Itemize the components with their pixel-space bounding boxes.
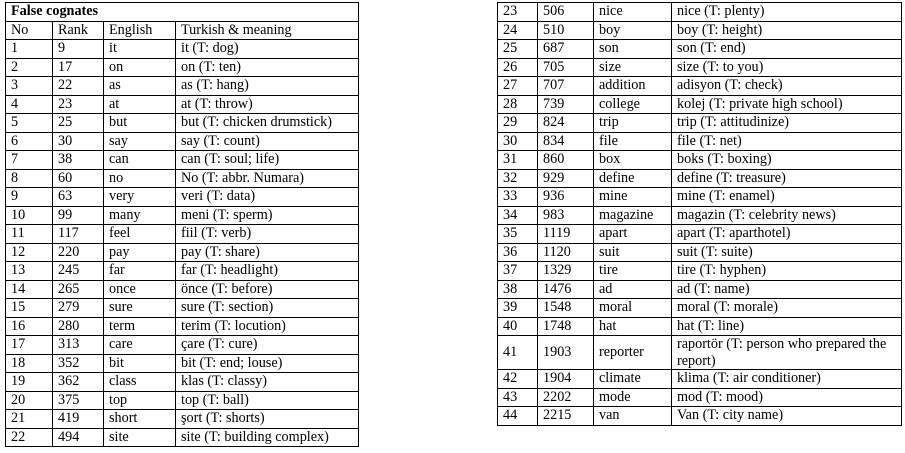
table-row [6,262,359,281]
cell-rank: 22 [53,77,104,96]
column-header-english: English [104,21,176,40]
cell-rank: 1548 [538,299,594,318]
table-row [6,391,359,410]
cell-turkish: define (T: treasure) [672,169,902,188]
cell-rank: 23 [53,95,104,114]
cell-turkish: mine (T: enamel) [672,188,902,207]
cell-english: addition [594,77,672,96]
cell-english: son [594,40,672,59]
cell-english: mode [594,388,672,407]
cell-turkish: önce (T: before) [176,280,359,299]
cell-english: site [104,428,176,447]
cell-no: 16 [6,317,53,336]
cell-no: 10 [6,206,53,225]
cell-turkish: boy (T: height) [672,21,902,40]
cell-rank: 2202 [538,388,594,407]
cell-english: it [104,40,176,59]
cell-rank: 739 [538,95,594,114]
cell-rank: 352 [53,354,104,373]
cell-english: magazine [594,206,672,225]
cell-english: ad [594,280,672,299]
cell-english: size [594,58,672,77]
table-row [498,151,902,170]
cell-english: feel [104,225,176,244]
table-row [6,243,359,262]
cell-turkish: mod (T: mood) [672,388,902,407]
cell-no: 30 [498,132,538,151]
table-row [498,407,902,426]
cell-english: file [594,132,672,151]
cell-turkish: on (T: ten) [176,58,359,77]
cell-english: short [104,410,176,429]
table-row [6,169,359,188]
cell-rank: 1904 [538,370,594,389]
cell-english: far [104,262,176,281]
cell-turkish: ad (T: name) [672,280,902,299]
cell-rank: 929 [538,169,594,188]
cell-no: 13 [6,262,53,281]
cell-no: 9 [6,188,53,207]
cell-turkish: bit (T: end; louse) [176,354,359,373]
cell-no: 28 [498,95,538,114]
cell-no: 12 [6,243,53,262]
cell-no: 31 [498,151,538,170]
cell-english: box [594,151,672,170]
cell-no: 22 [6,428,53,447]
cell-no: 20 [6,391,53,410]
cell-english: apart [594,225,672,244]
table-row [498,188,902,207]
cell-turkish: raportör (T: person who prepared the report) [672,336,902,370]
cell-turkish: tire (T: hyphen) [672,262,902,281]
cell-no: 1 [6,40,53,59]
cell-turkish: far (T: headlight) [176,262,359,281]
table-row [6,206,359,225]
cell-turkish: çare (T: cure) [176,336,359,355]
cell-english: many [104,206,176,225]
cell-turkish: klima (T: air conditioner) [672,370,902,389]
cell-english: nice [594,3,672,22]
table-row [6,95,359,114]
cell-rank: 362 [53,373,104,392]
cell-no: 8 [6,169,53,188]
cell-turkish: şort (T: shorts) [176,410,359,429]
cell-english: at [104,95,176,114]
cell-english: no [104,169,176,188]
cell-turkish: at (T: throw) [176,95,359,114]
cell-no: 2 [6,58,53,77]
cell-turkish: it (T: dog) [176,40,359,59]
cell-rank: 265 [53,280,104,299]
table-row [498,225,902,244]
cell-rank: 824 [538,114,594,133]
table-row [498,132,902,151]
table-row [6,151,359,170]
cell-rank: 494 [53,428,104,447]
cell-english: very [104,188,176,207]
cell-english: top [104,391,176,410]
table-row [6,132,359,151]
table-row [498,169,902,188]
cell-turkish: moral (T: morale) [672,299,902,318]
cell-turkish: nice (T: plenty) [672,3,902,22]
table-row [6,188,359,207]
table-row [498,114,902,133]
cell-rank: 99 [53,206,104,225]
header-row [6,21,359,40]
table-row [6,354,359,373]
cell-rank: 30 [53,132,104,151]
cell-turkish: son (T: end) [672,40,902,59]
table-row [6,336,359,355]
cell-turkish: fiil (T: verb) [176,225,359,244]
cell-turkish: but (T: chicken drumstick) [176,114,359,133]
table-row [498,370,902,389]
table-row [6,114,359,133]
cell-turkish: site (T: building complex) [176,428,359,447]
cell-rank: 936 [538,188,594,207]
table-row [498,317,902,336]
cell-no: 43 [498,388,538,407]
cell-rank: 1903 [538,336,594,370]
cell-no: 18 [6,354,53,373]
cell-english: suit [594,243,672,262]
cell-rank: 63 [53,188,104,207]
table-row [6,40,359,59]
cell-rank: 375 [53,391,104,410]
cell-english: class [104,373,176,392]
table-row [498,336,902,370]
cell-turkish: top (T: ball) [176,391,359,410]
table-row [6,280,359,299]
cell-turkish: Van (T: city name) [672,407,902,426]
cell-turkish: veri (T: data) [176,188,359,207]
cell-no: 40 [498,317,538,336]
cell-no: 27 [498,77,538,96]
cell-english: boy [594,21,672,40]
table-row [6,428,359,447]
cell-turkish: sure (T: section) [176,299,359,318]
title-row [6,3,359,22]
cell-english: trip [594,114,672,133]
cell-no: 39 [498,299,538,318]
table-row [498,95,902,114]
table-row [498,40,902,59]
cell-english: van [594,407,672,426]
cell-no: 24 [498,21,538,40]
cell-rank: 17 [53,58,104,77]
cell-no: 37 [498,262,538,281]
table-row [498,262,902,281]
cell-no: 44 [498,407,538,426]
cell-no: 21 [6,410,53,429]
table-row [6,317,359,336]
cell-turkish: hat (T: line) [672,317,902,336]
cell-rank: 2215 [538,407,594,426]
cell-rank: 25 [53,114,104,133]
cell-no: 35 [498,225,538,244]
column-header-turkish: Turkish & meaning [176,21,359,40]
cell-rank: 834 [538,132,594,151]
table-row [498,58,902,77]
cell-no: 41 [498,336,538,370]
column-header-rank: Rank [53,21,104,40]
table-row [498,243,902,262]
table-row [498,280,902,299]
cell-no: 33 [498,188,538,207]
cell-no: 14 [6,280,53,299]
table-row [498,388,902,407]
cell-turkish: size (T: to you) [672,58,902,77]
cell-turkish: klas (T: classy) [176,373,359,392]
cell-english: on [104,58,176,77]
cell-english: mine [594,188,672,207]
cell-no: 34 [498,206,538,225]
cell-turkish: suit (T: suite) [672,243,902,262]
cell-english: as [104,77,176,96]
cell-no: 42 [498,370,538,389]
cell-rank: 279 [53,299,104,318]
cell-turkish: adisyon (T: check) [672,77,902,96]
cell-rank: 245 [53,262,104,281]
table-row [6,58,359,77]
cell-rank: 510 [538,21,594,40]
cell-no: 4 [6,95,53,114]
cell-rank: 220 [53,243,104,262]
cell-rank: 687 [538,40,594,59]
cell-english: tire [594,262,672,281]
cell-no: 6 [6,132,53,151]
cell-rank: 983 [538,206,594,225]
cell-turkish: meni (T: sperm) [176,206,359,225]
cell-english: moral [594,299,672,318]
cell-no: 29 [498,114,538,133]
cell-turkish: terim (T: locution) [176,317,359,336]
cell-rank: 860 [538,151,594,170]
table-row [498,206,902,225]
cell-rank: 60 [53,169,104,188]
table-row [498,3,902,22]
cell-no: 26 [498,58,538,77]
cell-english: define [594,169,672,188]
cell-rank: 9 [53,40,104,59]
cell-no: 36 [498,243,538,262]
table-row [6,373,359,392]
cell-english: care [104,336,176,355]
cell-english: but [104,114,176,133]
cell-turkish: can (T: soul; life) [176,151,359,170]
cell-english: college [594,95,672,114]
cell-no: 17 [6,336,53,355]
cell-turkish: say (T: count) [176,132,359,151]
cell-turkish: as (T: hang) [176,77,359,96]
cell-turkish: No (T: abbr. Numara) [176,169,359,188]
table-row [6,225,359,244]
cell-turkish: pay (T: share) [176,243,359,262]
table-row [498,21,902,40]
cell-rank: 280 [53,317,104,336]
cell-rank: 1119 [538,225,594,244]
cell-turkish: trip (T: attitudinize) [672,114,902,133]
cell-rank: 1476 [538,280,594,299]
table-row [6,299,359,318]
cell-english: climate [594,370,672,389]
cell-english: pay [104,243,176,262]
cell-no: 25 [498,40,538,59]
cell-english: once [104,280,176,299]
table-row [498,299,902,318]
cell-rank: 38 [53,151,104,170]
cell-no: 32 [498,169,538,188]
cell-rank: 1120 [538,243,594,262]
cell-english: sure [104,299,176,318]
table-row [498,77,902,96]
table-title: False cognates [6,3,359,22]
cell-no: 3 [6,77,53,96]
cell-english: can [104,151,176,170]
false-cognates-table-right [497,2,902,426]
cell-english: hat [594,317,672,336]
cell-rank: 313 [53,336,104,355]
cell-english: reporter [594,336,672,370]
cell-no: 7 [6,151,53,170]
table-row [6,410,359,429]
column-header-no: No [6,21,53,40]
cell-turkish: boks (T: boxing) [672,151,902,170]
cell-no: 23 [498,3,538,22]
cell-english: bit [104,354,176,373]
cell-turkish: file (T: net) [672,132,902,151]
cell-turkish: magazin (T: celebrity news) [672,206,902,225]
cell-rank: 117 [53,225,104,244]
cell-no: 5 [6,114,53,133]
cell-rank: 707 [538,77,594,96]
cell-turkish: apart (T: aparthotel) [672,225,902,244]
cell-no: 15 [6,299,53,318]
cell-rank: 506 [538,3,594,22]
cell-no: 38 [498,280,538,299]
cell-no: 11 [6,225,53,244]
table-row [6,77,359,96]
cell-rank: 1748 [538,317,594,336]
cell-rank: 419 [53,410,104,429]
cell-english: say [104,132,176,151]
cell-turkish: kolej (T: private high school) [672,95,902,114]
cell-no: 19 [6,373,53,392]
false-cognates-table-left [5,2,359,447]
cell-rank: 705 [538,58,594,77]
cell-rank: 1329 [538,262,594,281]
cell-english: term [104,317,176,336]
